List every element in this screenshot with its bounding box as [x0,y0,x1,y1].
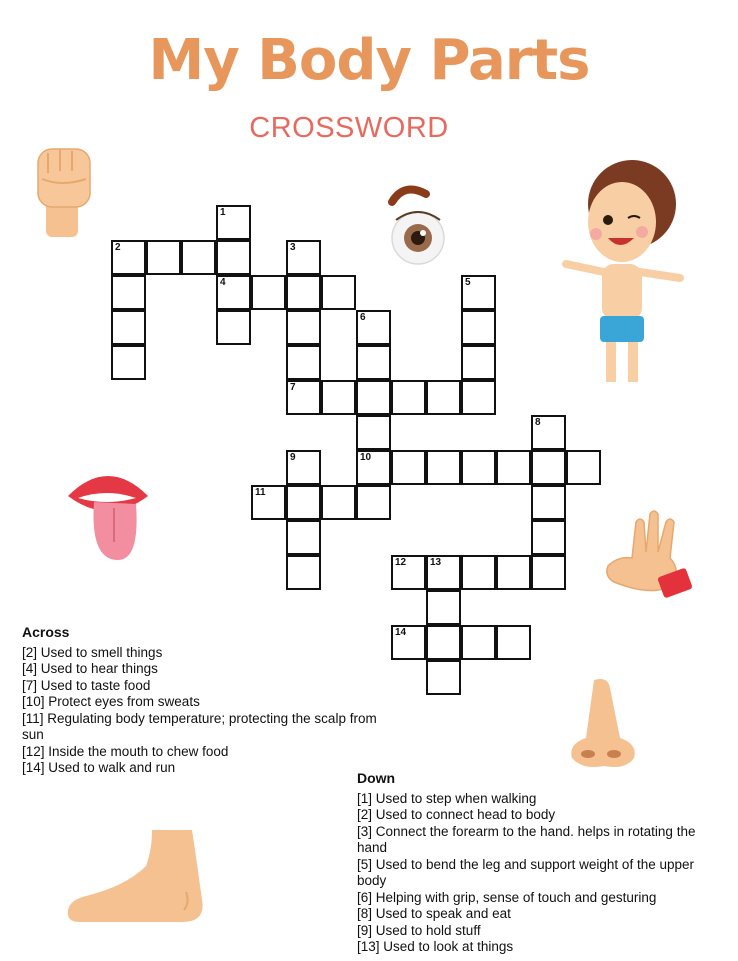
grid-cell[interactable] [356,415,391,450]
clue-down-1: [1] Used to step when walking [357,790,537,806]
grid-cell[interactable] [321,485,356,520]
grid-cell[interactable] [356,380,391,415]
grid-cell[interactable] [216,275,251,310]
boy-icon [562,156,698,388]
clue-down-3: [3] Connect the forearm to the hand. helps in rotating the hand [357,823,696,855]
grid-cell[interactable] [496,555,531,590]
grid-cell[interactable] [216,205,251,240]
grid-cell[interactable] [146,240,181,275]
nose-icon [564,676,640,770]
grid-cell[interactable] [356,485,391,520]
grid-cell[interactable] [286,380,321,415]
down-clues [357,770,722,956]
clue-across-11: [11] Regulating body temperature; protecting the scalp from sun [22,710,377,742]
clue-number: 2 [115,242,121,253]
hand-icon [602,510,696,602]
eye-icon [386,182,446,266]
across-heading: Across [22,624,70,640]
clue-down-13: [13] Used to look at things [357,939,514,954]
grid-cell[interactable] [531,555,566,590]
clue-number: 12 [395,557,407,568]
mouth-tongue-icon [64,464,150,564]
grid-cell[interactable] [356,345,391,380]
clue-number: 13 [430,557,442,568]
clue-number: 7 [290,382,296,393]
clue-down-8: [8] Used to speak and eat [357,906,511,921]
clue-number: 1 [220,207,226,218]
grid-cell[interactable] [566,450,601,485]
grid-cell[interactable] [111,310,146,345]
page-subtitle: CROSSWORD [249,112,449,144]
clue-number: 10 [360,452,372,463]
clue-across-4: [4] Used to hear things [22,661,158,676]
grid-cell[interactable] [531,485,566,520]
clue-number: 8 [535,417,541,428]
grid-cell[interactable] [531,415,566,450]
grid-cell[interactable] [391,450,426,485]
clue-down-2: [2] Used to connect head to body [357,807,556,822]
clue-down-5: [5] Used to bend the leg and support weight of the upper body [357,856,694,888]
grid-cell[interactable] [286,485,321,520]
across-clues [22,624,402,777]
grid-cell[interactable] [531,450,566,485]
grid-cell[interactable] [286,310,321,345]
grid-cell[interactable] [356,310,391,345]
clue-number: 4 [220,277,226,288]
fist-icon [34,143,94,239]
grid-cell[interactable] [216,240,251,275]
foot-icon [66,830,212,926]
grid-cell[interactable] [461,380,496,415]
clue-down-9: [9] Used to hold stuff [357,922,481,938]
grid-cell[interactable] [251,275,286,310]
grid-cell[interactable] [111,345,146,380]
clue-number: 5 [465,277,471,288]
grid-cell[interactable] [286,240,321,275]
clue-number: 3 [290,242,296,253]
page-title: My Body Parts [148,28,590,93]
grid-cell[interactable] [321,275,356,310]
grid-cell[interactable] [426,625,461,660]
grid-cell[interactable] [496,450,531,485]
grid-cell[interactable] [426,380,461,415]
grid-cell[interactable] [461,275,496,310]
grid-cell[interactable] [461,555,496,590]
grid-cell[interactable] [496,625,531,660]
clue-across-14: [14] Used to walk and run [22,760,176,775]
grid-cell[interactable] [531,520,566,555]
clue-number: 6 [360,312,366,323]
grid-cell[interactable] [426,590,461,625]
grid-cell[interactable] [321,380,356,415]
grid-cell[interactable] [426,450,461,485]
grid-cell[interactable] [391,555,426,590]
grid-cell[interactable] [111,275,146,310]
clue-number: 14 [395,627,407,638]
grid-cell[interactable] [426,660,461,695]
grid-cell[interactable] [286,450,321,485]
clue-across-2: [2] Used to smell things [22,644,163,660]
grid-cell[interactable] [426,555,461,590]
grid-cell[interactable] [461,310,496,345]
grid-cell[interactable] [286,555,321,590]
grid-cell[interactable] [286,275,321,310]
grid-cell[interactable] [286,345,321,380]
grid-cell[interactable] [391,380,426,415]
grid-cell[interactable] [461,625,496,660]
grid-cell[interactable] [251,485,286,520]
clue-down-6: [6] Helping with grip, sense of touch and gesturing [357,889,657,905]
clue-number: 9 [290,452,296,463]
grid-cell[interactable] [356,450,391,485]
grid-cell[interactable] [216,310,251,345]
clue-across-12: [12] Inside the mouth to chew food [22,743,229,759]
grid-cell[interactable] [111,240,146,275]
grid-cell[interactable] [461,345,496,380]
clue-across-10: [10] Protect eyes from sweats [22,694,200,709]
clue-number: 11 [255,487,266,498]
grid-cell[interactable] [461,450,496,485]
clue-across-7: [7] Used to taste food [22,677,151,693]
grid-cell[interactable] [286,520,321,555]
down-heading: Down [357,770,396,786]
grid-cell[interactable] [181,240,216,275]
